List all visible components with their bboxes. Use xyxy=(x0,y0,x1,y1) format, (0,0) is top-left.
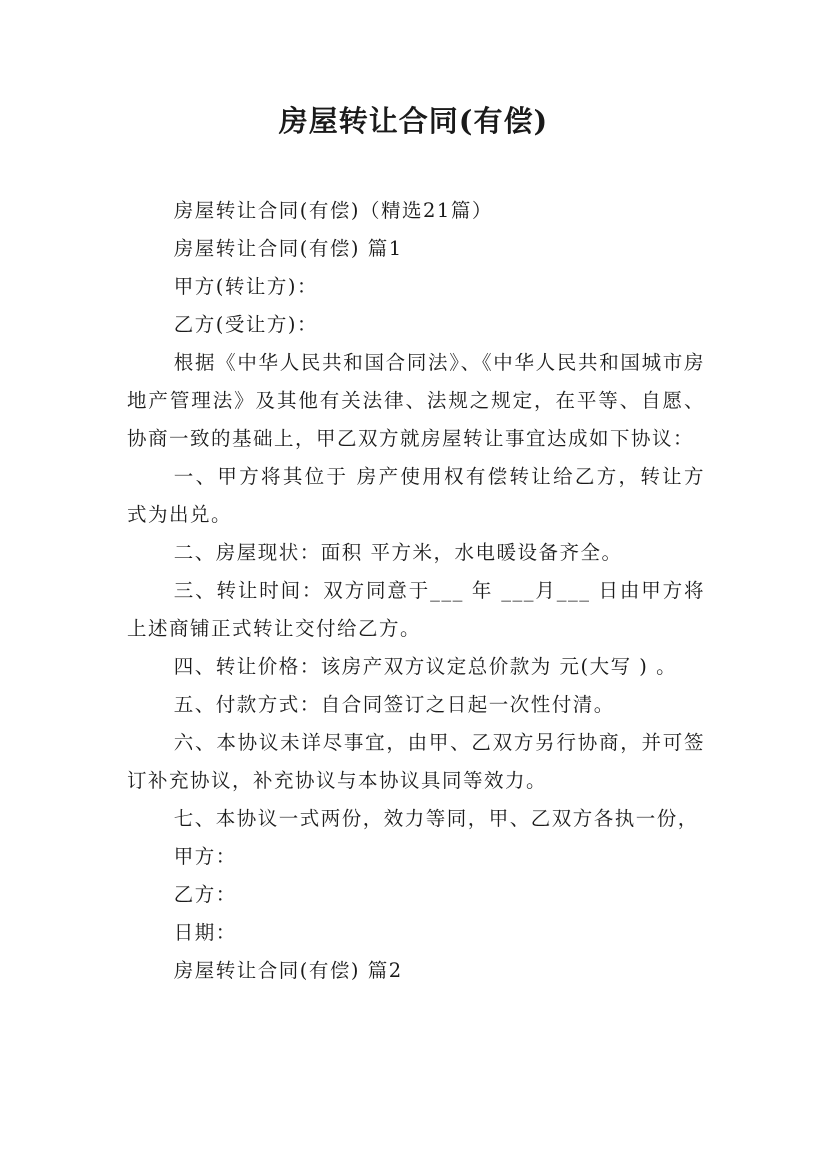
party-b-line: 乙方(受让方)： xyxy=(173,313,319,336)
document-body xyxy=(127,192,705,990)
clause-5: 五、付款方式：自合同签订之日起一次性付清。 xyxy=(173,693,615,716)
clause-4: 四、转让价格：该房产双方议定总价款为 元(大写 ) 。 xyxy=(173,655,678,678)
clause-1: 一、甲方将其位于 房产使用权有偿转让给乙方，转让方式为出兑。 xyxy=(127,465,705,526)
section-heading-2: 房屋转让合同(有偿) 篇2 xyxy=(173,959,403,982)
clause-7: 七、本协议一式两份，效力等同，甲、乙双方各执一份， xyxy=(173,807,699,830)
clause-6: 六、本协议未详尽事宜，由甲、乙双方另行协商，并可签订补充协议，补充协议与本协议具同等效力。 xyxy=(127,731,705,792)
collection-heading: 房屋转让合同(有偿)（精选21篇） xyxy=(173,199,493,222)
clause-2: 二、房屋现状：面积 平方米，水电暖设备齐全。 xyxy=(173,541,623,564)
section-heading-1: 房屋转让合同(有偿) 篇1 xyxy=(173,237,403,260)
party-a-line: 甲方(转让方)： xyxy=(173,275,319,298)
preamble-paragraph: 根据《中华人民共和国合同法》、《中华人民共和国城市房地产管理法》及其他有关法律、法规之规定，在平等、自愿、协商一致的基础上，甲乙双方就房屋转让事宜达成如下协议： xyxy=(127,351,705,450)
signature-party-a: 甲方： xyxy=(173,845,237,868)
signature-date: 日期： xyxy=(173,921,237,944)
document-title: 房屋转让合同(有偿) xyxy=(278,104,549,138)
signature-party-b: 乙方： xyxy=(173,883,237,906)
clause-3: 三、转让时间：双方同意于___ 年 ___月___ 日由甲方将上述商铺正式转让交付给乙方。 xyxy=(127,579,705,640)
